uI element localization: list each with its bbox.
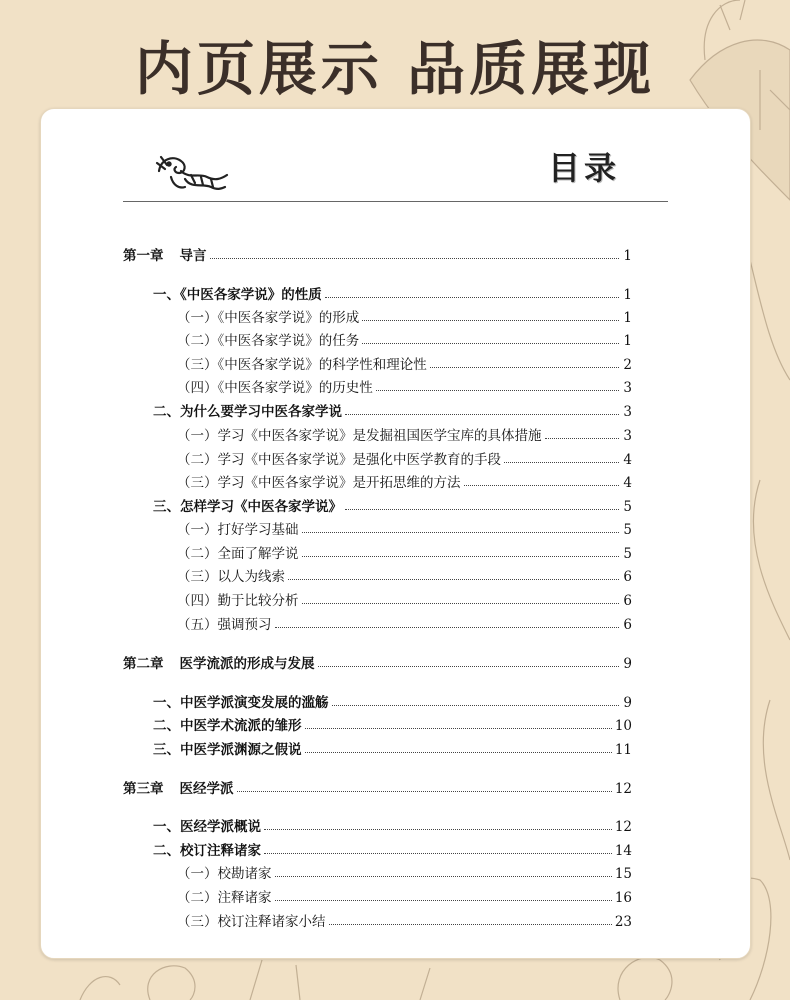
toc-subsection-row: [177, 615, 632, 635]
toc-entry-title: 一、《中医各家学说》的性质: [153, 287, 322, 303]
toc-subsection-row: [177, 520, 632, 540]
toc-entry-title: 一、医经学派概说: [153, 819, 261, 835]
toc-subsection-row: [177, 912, 632, 932]
dot-leader: [302, 591, 620, 604]
toc-section-row: [153, 716, 632, 736]
dot-leader: [275, 615, 620, 628]
page-number: 5: [623, 546, 632, 562]
toc-entry-title: （三）学习《中医各家学说》是开拓思维的方法: [177, 475, 461, 491]
page-number: 6: [623, 569, 632, 585]
toc-entry-title: （一）校勘诸家: [177, 866, 272, 882]
dot-leader: [545, 426, 620, 439]
page-number: 15: [614, 866, 632, 882]
chapter-number: 第二章: [123, 656, 164, 672]
toc-entry-title: [123, 246, 207, 266]
page-number: 1: [623, 287, 632, 303]
page-number: 2: [623, 357, 632, 373]
toc-subsection-row: [177, 331, 632, 351]
dot-leader: [302, 544, 620, 557]
dot-leader: [329, 912, 612, 925]
page-number: 16: [614, 890, 632, 906]
toc-subsection-row: [177, 308, 632, 328]
toc-subsection-row: [177, 591, 632, 611]
dot-leader: [264, 841, 612, 854]
toc-subsection-row: [177, 426, 632, 446]
dot-leader: [288, 567, 619, 580]
dot-leader: [305, 740, 612, 753]
toc-entry-title: 二、校订注释诸家: [153, 843, 261, 859]
dot-leader: [464, 473, 620, 486]
toc-section-row: [153, 841, 632, 861]
toc-chapter-row: [123, 779, 632, 799]
page-number: 4: [623, 475, 632, 491]
page-number: 6: [623, 593, 632, 609]
toc-entry-title: 三、中医学派渊源之假说: [153, 742, 302, 758]
page-number: 6: [623, 617, 632, 633]
page-number: 12: [614, 781, 632, 797]
dot-leader: [237, 779, 612, 792]
dot-leader: [318, 654, 620, 667]
toc-entry-title: （四）勤于比较分析: [177, 593, 299, 609]
toc-section-row: [153, 497, 632, 517]
toc-entry-title: （二）《中医各家学说》的任务: [177, 333, 360, 349]
toc-heading: 目录: [547, 149, 620, 187]
page-number: 1: [623, 333, 632, 349]
page-number: 1: [623, 248, 632, 264]
toc-entry-title: （一）学习《中医各家学说》是发掘祖国医学宝库的具体措施: [177, 428, 542, 444]
page-number: 9: [623, 695, 632, 711]
toc-entry-title: 二、为什么要学习中医各家学说: [153, 404, 342, 420]
toc-entry-title: （五）强调预习: [177, 617, 272, 633]
dot-leader: [210, 246, 620, 259]
toc-entry-title: 二、中医学术流派的雏形: [153, 718, 302, 734]
chapter-number: 第一章: [123, 248, 164, 264]
dot-leader: [325, 285, 619, 298]
toc-entry-title: 三、怎样学习《中医各家学说》: [153, 499, 342, 515]
toc-entry-title: [123, 779, 234, 799]
page-number: 23: [614, 914, 632, 930]
toc-subsection-row: [177, 378, 632, 398]
toc-section-row: [153, 285, 632, 305]
toc-entry-title: （三）以人为线索: [177, 569, 285, 585]
dot-leader: [376, 378, 619, 391]
dot-leader: [332, 693, 620, 706]
page-number: 4: [623, 452, 632, 468]
dot-leader: [362, 331, 619, 344]
page-number: 9: [623, 656, 632, 672]
toc-subsection-row: [177, 864, 632, 884]
toc-section-row: [153, 402, 632, 422]
dot-leader: [264, 817, 612, 830]
toc-subsection-row: [177, 473, 632, 493]
toc-entry-title: （二）全面了解学说: [177, 546, 299, 562]
toc-section-row: [153, 740, 632, 760]
toc-entry-title: 一、中医学派演变发展的滥觞: [153, 695, 329, 711]
toc-entry-title: （二）学习《中医各家学说》是强化中医学教育的手段: [177, 452, 501, 468]
page-number: 1: [623, 310, 632, 326]
dot-leader: [305, 716, 612, 729]
toc-subsection-row: [177, 544, 632, 564]
dot-leader: [275, 864, 612, 877]
chapter-number: 第三章: [123, 781, 164, 797]
chapter-title: 医学流派的形成与发展: [179, 656, 315, 672]
toc-entry-title: （二）注释诸家: [177, 890, 272, 906]
chapter-title: 导言: [179, 248, 207, 264]
toc-subsection-row: [177, 888, 632, 908]
page-number: 11: [614, 742, 632, 758]
toc-entry-title: （三）《中医各家学说》的科学性和理论性: [177, 357, 427, 373]
page-number: 3: [623, 404, 632, 420]
toc-subsection-row: [177, 567, 632, 587]
page-number: 12: [614, 819, 632, 835]
toc-list: [41, 109, 750, 958]
page-number: 3: [623, 428, 632, 444]
toc-entry-title: （三）校订注释诸家小结: [177, 914, 326, 930]
page-number: 10: [614, 718, 632, 734]
toc-subsection-row: [177, 450, 632, 470]
chapter-title: 医经学派: [179, 781, 234, 797]
dot-leader: [302, 520, 620, 533]
page-number: 14: [614, 843, 632, 859]
page-number: 5: [623, 522, 632, 538]
toc-page-card: [40, 108, 751, 959]
dot-leader: [275, 888, 612, 901]
page-number: 3: [623, 380, 632, 396]
toc-entry-title: [123, 654, 315, 674]
dot-leader: [345, 497, 619, 510]
toc-section-row: [153, 693, 632, 713]
banner-title: 内页展示 品质展现: [134, 35, 656, 103]
toc-entry-title: （一）打好学习基础: [177, 522, 299, 538]
toc-entry-title: （一）《中医各家学说》的形成: [177, 310, 360, 326]
dot-leader: [430, 355, 619, 368]
toc-chapter-row: [123, 246, 632, 266]
dot-leader: [362, 308, 619, 321]
toc-entry-title: （四）《中医各家学说》的历史性: [177, 380, 373, 396]
dot-leader: [345, 402, 619, 415]
page-number: 5: [623, 499, 632, 515]
toc-chapter-row: [123, 654, 632, 674]
toc-subsection-row: [177, 355, 632, 375]
toc-section-row: [153, 817, 632, 837]
dot-leader: [504, 450, 619, 463]
